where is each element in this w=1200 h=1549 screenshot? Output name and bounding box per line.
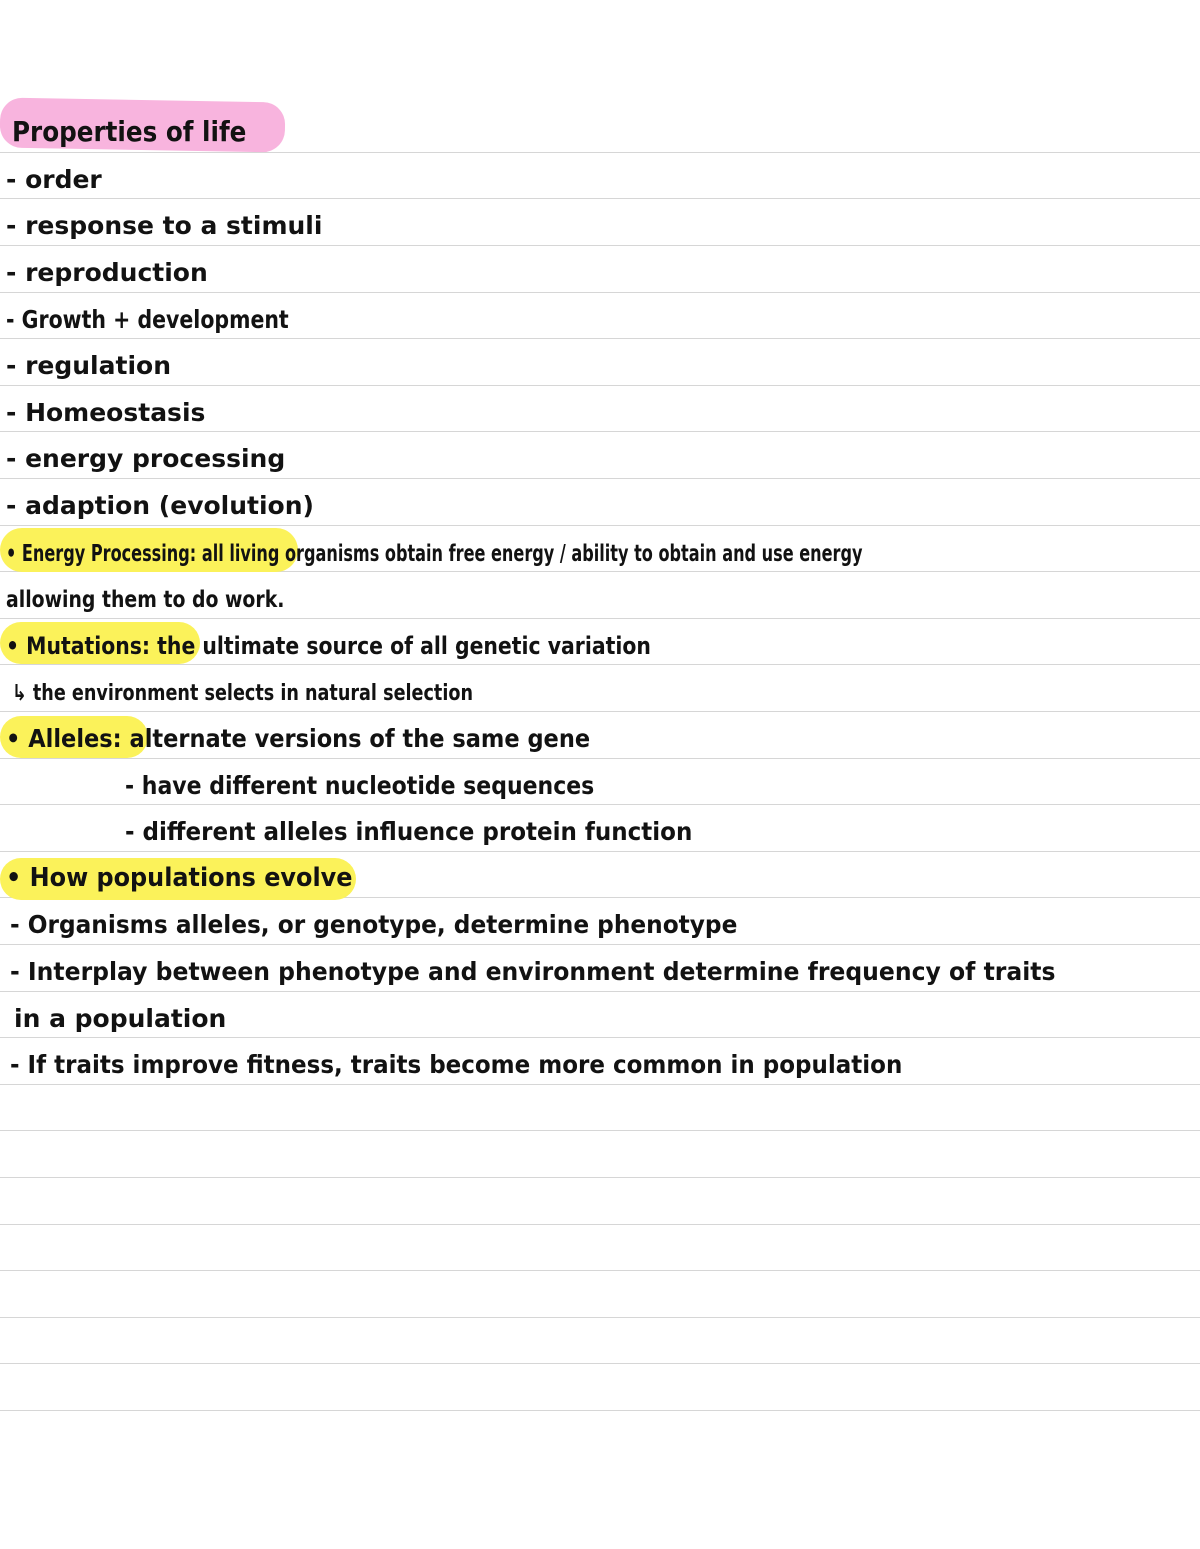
populations-point-row <box>0 944 1200 990</box>
ruled-line <box>0 1363 1200 1364</box>
ruled-line <box>0 1317 1200 1318</box>
energy-processing-row-2 <box>0 571 1200 617</box>
ruled-line <box>0 1224 1200 1225</box>
ruled-line <box>0 1084 1200 1085</box>
ruled-line <box>0 1130 1200 1131</box>
mutations-row <box>0 618 1200 664</box>
list-item <box>0 245 1200 291</box>
energy-processing-definition: : all living organisms obtain free energy / ability to obtain and use energy <box>189 541 863 567</box>
ruled-line <box>0 1410 1200 1411</box>
list-item <box>0 385 1200 431</box>
mutations-term <box>6 632 651 660</box>
property-regulation: - regulation <box>6 351 171 380</box>
property-energy: - energy processing <box>6 444 286 473</box>
property-order: - order <box>6 165 102 194</box>
populations-heading: • How populations evolve <box>6 863 353 893</box>
ruled-line <box>0 1270 1200 1271</box>
mutations-definition: : the ultimate source of all genetic variation <box>141 632 651 660</box>
mutations-definition-cont: ↳ the environment selects in natural selection <box>12 681 473 706</box>
property-homeostasis: - Homeostasis <box>6 398 206 427</box>
alleles-definition: : alternate versions of the same gene <box>112 724 591 753</box>
list-item <box>0 152 1200 198</box>
property-reproduction: - reproduction <box>6 258 208 287</box>
mutations-term-text: • Mutations <box>6 632 142 660</box>
populations-point: - Interplay between phenotype and environment determine frequency of traits <box>10 957 1056 986</box>
populations-point-row <box>0 991 1200 1037</box>
property-growth: - Growth + development <box>6 305 289 334</box>
populations-point: - If traits improve fitness, traits become more common in population <box>10 1050 903 1079</box>
alleles-subpoint-row <box>0 758 1200 804</box>
populations-heading-row <box>0 851 1200 897</box>
alleles-subpoint-row <box>0 804 1200 850</box>
mutations-row-2 <box>0 664 1200 710</box>
alleles-subpoint: - different alleles influence protein function <box>125 817 693 846</box>
list-item <box>0 478 1200 524</box>
notes-title: Properties of life <box>12 115 247 148</box>
populations-point: - Organisms alleles, or genotype, determine phenotype <box>10 910 738 939</box>
notes-title-row <box>0 106 1200 152</box>
alleles-term-text: • Alleles <box>6 724 113 753</box>
ruled-line <box>0 1177 1200 1178</box>
property-response: - response to a stimuli <box>6 211 323 240</box>
populations-point-cont: in a population <box>14 1004 227 1033</box>
energy-processing-row <box>0 525 1200 571</box>
energy-processing-definition-cont: allowing them to do work. <box>6 587 285 613</box>
list-item <box>0 292 1200 338</box>
alleles-term <box>6 724 590 753</box>
populations-point-row <box>0 1037 1200 1083</box>
alleles-subpoint: - have different nucleotide sequences <box>125 771 595 800</box>
energy-processing-term-text: • Energy Processing <box>6 541 190 567</box>
populations-point-row <box>0 897 1200 943</box>
alleles-row <box>0 711 1200 757</box>
property-adaption: - adaption (evolution) <box>6 491 314 520</box>
list-item <box>0 338 1200 384</box>
list-item <box>0 431 1200 477</box>
energy-processing-term <box>6 541 862 567</box>
list-item <box>0 198 1200 244</box>
